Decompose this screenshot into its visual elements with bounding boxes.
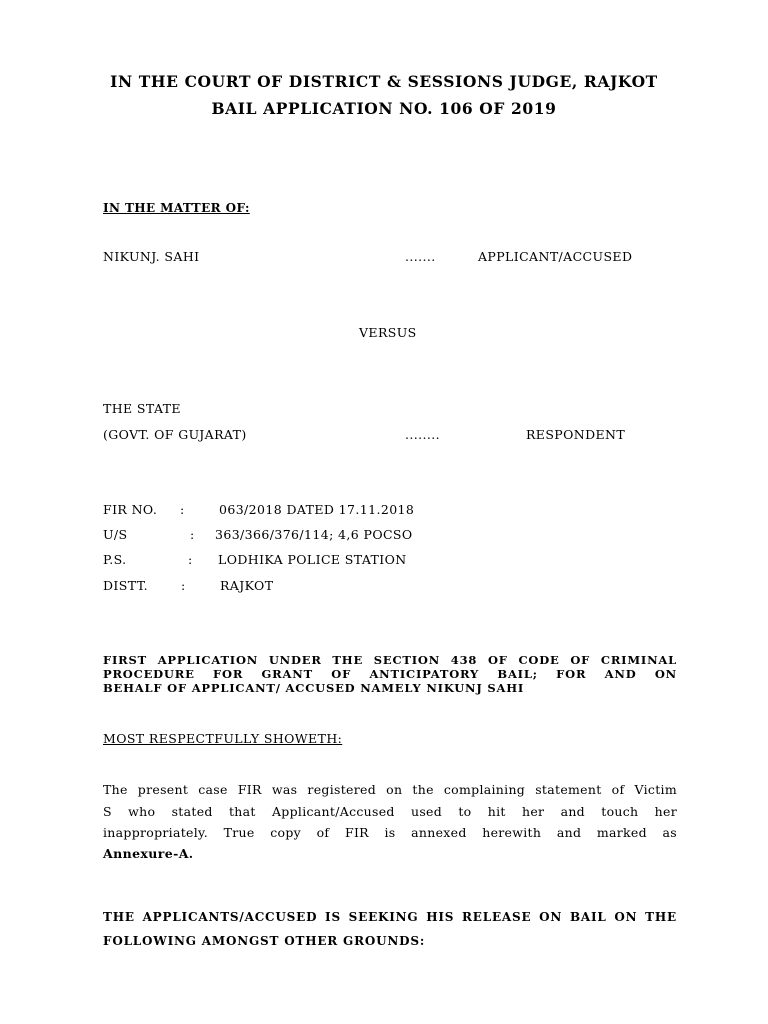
police-station-label: P.S. (103, 552, 127, 567)
police-station-value: LODHIKA POLICE STATION (218, 552, 407, 567)
respondent-dots: ........ (405, 427, 440, 442)
applicant-role: APPLICANT/ACCUSED (478, 249, 633, 264)
section-label: U/S (103, 527, 128, 542)
grounds-heading-line-1: THE APPLICANTS/ACCUSED IS SEEKING HIS RELEASE ON BAIL ON THE (103, 910, 677, 924)
section-value: 363/366/376/114; 4,6 POCSO (215, 527, 413, 542)
respondent-name: THE STATE (103, 401, 181, 416)
district-value: RAJKOT (220, 578, 274, 593)
applicant-dots: ....... (405, 249, 436, 264)
grounds-heading-line-2: FOLLOWING AMONGST OTHER GROUNDS: (103, 934, 426, 948)
district-label: DISTT. (103, 578, 148, 593)
facts-line-1: The present case FIR was registered on the complaining statement of Victim (103, 782, 677, 797)
application-number: BAIL APPLICATION NO. 106 OF 2019 (211, 99, 557, 118)
versus-label: VERSUS (359, 325, 417, 340)
fir-value: 063/2018 DATED 17.11.2018 (219, 502, 415, 517)
facts-line-3: inappropriately. True copy of FIR is annexed herewith and marked as (103, 825, 677, 840)
respondent-role: RESPONDENT (526, 427, 626, 442)
fir-label: FIR NO. (103, 502, 158, 517)
application-title-line-3: BEHALF OF APPLICANT/ ACCUSED NAMELY NIKUNJ SAHI (103, 681, 525, 695)
court-title: IN THE COURT OF DISTRICT & SESSIONS JUDGE, RAJKOT (110, 72, 658, 91)
police-station-sep: : (188, 552, 193, 567)
matter-heading: IN THE MATTER OF: (103, 201, 250, 215)
section-sep: : (190, 527, 195, 542)
annexure-label: Annexure-A. (103, 846, 194, 861)
applicant-name: NIKUNJ. SAHI (103, 249, 200, 264)
application-title-line-1: FIRST APPLICATION UNDER THE SECTION 438 OF CODE OF CRIMINAL (103, 653, 677, 667)
respondent-govt: (GOVT. OF GUJARAT) (103, 427, 247, 442)
facts-line-2: S who stated that Applicant/Accused used to hit her and touch her (103, 804, 677, 819)
fir-sep: : (180, 502, 185, 517)
showeth-heading: MOST RESPECTFULLY SHOWETH: (103, 731, 343, 746)
district-sep: : (181, 578, 186, 593)
application-title-line-2: PROCEDURE FOR GRANT OF ANTICIPATORY BAIL; FOR AND ON (103, 667, 677, 681)
